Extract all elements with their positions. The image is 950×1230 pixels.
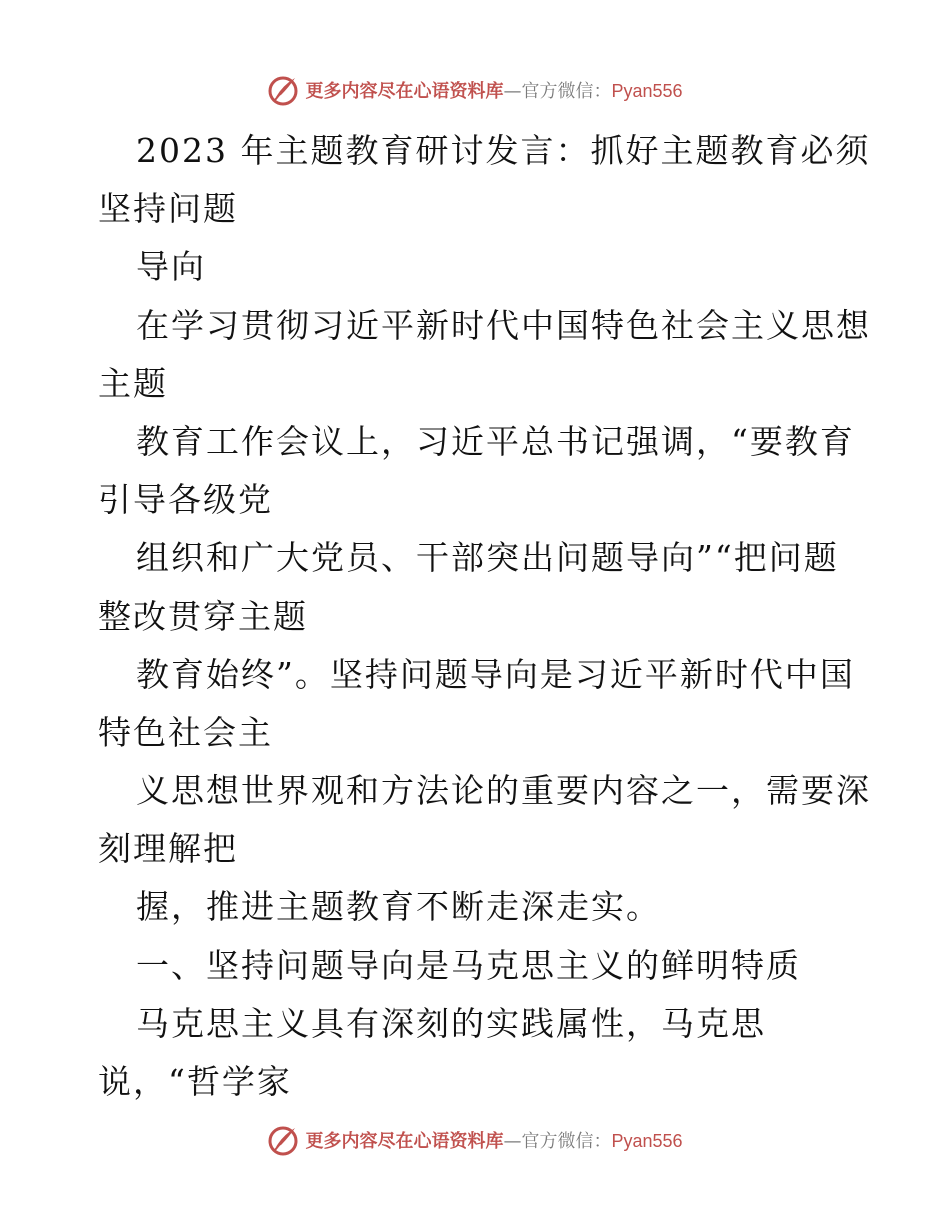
text-line: 特色社会主 — [98, 712, 273, 752]
text-line: 主题 — [98, 363, 168, 403]
watermark-wechat-id: Pyan556 — [611, 1131, 683, 1151]
text-line: 导向 — [136, 247, 206, 287]
watermark-separator: — — [503, 1131, 522, 1152]
watermark-wechat-label: 官方微信： — [521, 81, 612, 102]
text-line: 在学习贯彻习近平新时代中国特色社会主义思想 — [136, 305, 871, 345]
text-line: 教育始终”。坚持问题导向是习近平新时代中国 — [136, 654, 855, 694]
text-line: 教育工作会议上，习近平总书记强调，“要教育 — [136, 421, 855, 461]
text-line: 义思想世界观和方法论的重要内容之一，需要深 — [136, 771, 871, 811]
text-line: 马克思主义具有深刻的实践属性，马克思 — [136, 1003, 766, 1043]
watermark-separator: — — [503, 81, 522, 102]
header-watermark — [0, 70, 950, 110]
watermark-text — [305, 1127, 682, 1153]
watermark-site-text: 更多内容尽在心语资料库 — [305, 81, 504, 102]
watermark-text — [305, 77, 682, 103]
text-line: 整改贯穿主题 — [98, 596, 308, 636]
quill-logo-icon — [267, 73, 301, 107]
text-line: 握，推进主题教育不断走深走实。 — [136, 887, 661, 927]
text-line: 组织和广大党员、干部突出问题导向”“把问题 — [136, 538, 839, 578]
quill-logo-icon — [267, 1123, 301, 1157]
text-line: 2023 年主题教育研讨发言：抓好主题教育必须 — [136, 131, 871, 170]
text-line: 刻理解把 — [98, 829, 238, 869]
watermark-wechat-label: 官方微信： — [521, 1131, 612, 1152]
text-line: 说，“哲学家 — [98, 1062, 292, 1101]
watermark-wechat-id: Pyan556 — [611, 81, 683, 101]
watermark-site-text: 更多内容尽在心语资料库 — [305, 1131, 504, 1152]
footer-watermark — [0, 1120, 950, 1160]
text-line: 引导各级党 — [98, 480, 273, 520]
text-line: 一、坚持问题导向是马克思主义的鲜明特质 — [136, 945, 801, 985]
text-line: 坚持问题 — [98, 189, 238, 229]
document-body — [98, 122, 871, 1111]
